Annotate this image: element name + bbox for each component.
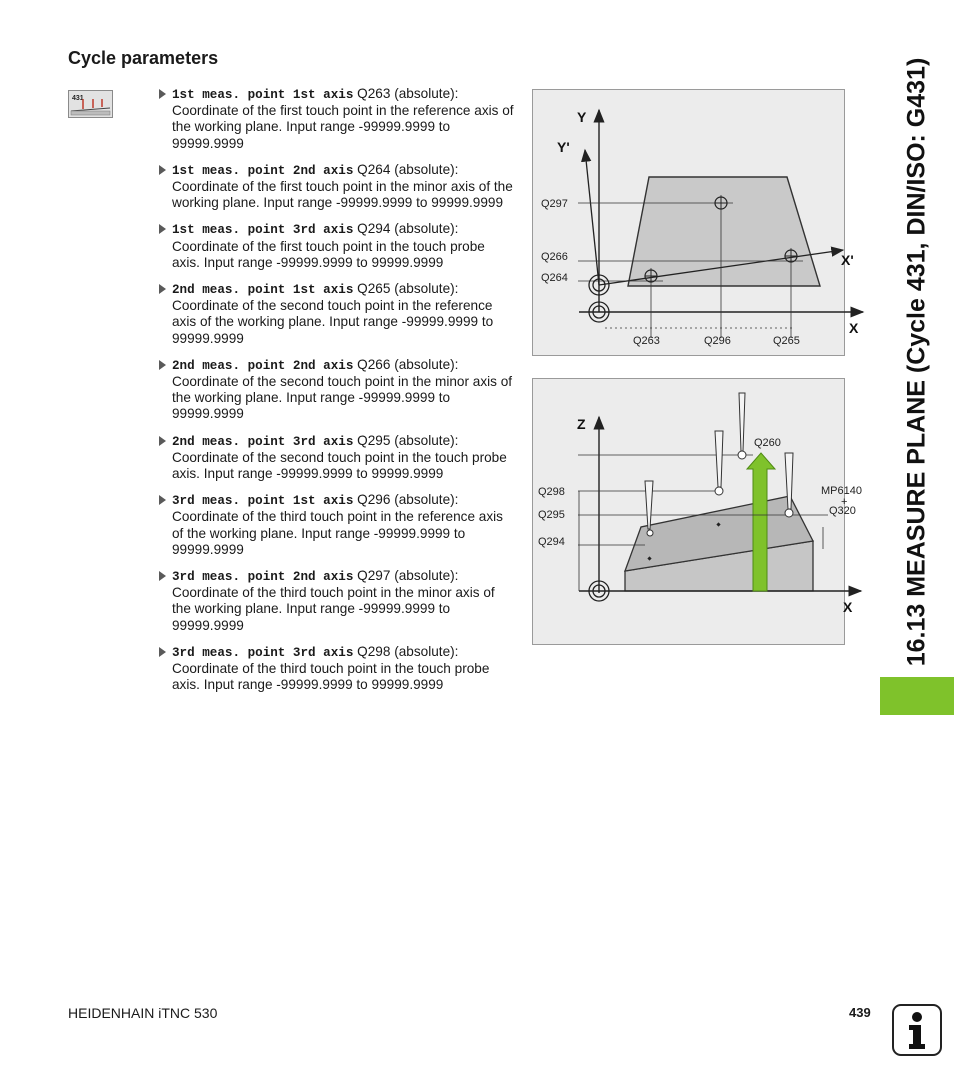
bullet-arrow-icon (159, 647, 166, 657)
param-q: Q296 (357, 492, 391, 508)
param-q266 (158, 357, 514, 423)
label-axis-z: Z (577, 416, 586, 432)
param-desc: Coordinate of the second touch point in the reference axis of the working plane. Input range -99999.9999 to 99999.9999 (172, 298, 494, 346)
section-title: Cycle parameters (68, 48, 219, 68)
cycle-431-icon (68, 90, 113, 118)
param-name: 1st meas. point 3rd axis (172, 223, 354, 238)
probe-stylus-3 (715, 431, 723, 487)
label-q295: Q295 (538, 509, 565, 521)
label-axis-y: Y (577, 109, 587, 125)
label-plus: + (841, 496, 848, 508)
param-suffix: (absolute): (394, 432, 459, 448)
label-q297: Q297 (541, 198, 568, 210)
param-q297 (158, 568, 514, 634)
bullet-arrow-icon (159, 571, 166, 581)
param-name: 1st meas. point 2nd axis (172, 163, 354, 178)
bullet-arrow-icon (159, 165, 166, 175)
param-name: 2nd meas. point 3rd axis (172, 434, 354, 449)
param-q265 (158, 281, 514, 347)
param-q: Q266 (357, 356, 391, 372)
param-q: Q294 (357, 221, 391, 237)
figure-side-view (532, 378, 862, 645)
label-q294: Q294 (538, 536, 565, 548)
param-suffix: (absolute): (394, 643, 459, 659)
footer-manual-title: HEIDENHAIN iTNC 530 (68, 1005, 218, 1021)
bullet-arrow-icon (159, 436, 166, 446)
bullet-arrow-icon (159, 284, 166, 294)
label-q266: Q266 (541, 251, 568, 263)
param-name: 3rd meas. point 2nd axis (172, 570, 354, 585)
y-prime-axis (585, 150, 599, 285)
label-mp6140: MP6140 (821, 485, 862, 497)
param-q: Q265 (357, 281, 391, 297)
param-name: 2nd meas. point 1st axis (172, 283, 354, 298)
chapter-title: 16.13 MEASURE PLANE (Cycle 431, DIN/ISO: G431) (902, 57, 931, 667)
param-q: Q298 (357, 643, 391, 659)
param-suffix: (absolute): (394, 281, 459, 297)
figure-working-plane (532, 89, 859, 356)
param-q264 (158, 162, 514, 212)
label-q296: Q296 (704, 335, 731, 347)
probe-stylus-q260 (739, 393, 745, 451)
param-suffix: (absolute): (394, 492, 459, 508)
param-desc: Coordinate of the third touch point in the touch probe axis. Input range -99999.9999 to 99999.9999 (172, 661, 490, 693)
param-desc: Coordinate of the second touch point in the minor axis of the working plane. Input range -99999.9999 to 99999.9999 (172, 374, 513, 422)
param-q296 (158, 492, 514, 558)
param-name: 1st meas. point 1st axis (172, 88, 354, 102)
param-name: 2nd meas. point 2nd axis (172, 358, 354, 373)
info-icon (892, 1004, 942, 1056)
probe-stylus-1 (645, 481, 653, 529)
param-desc: Coordinate of the second touch point in the touch probe axis. Input range -99999.9999 to 99999.9999 (172, 449, 507, 482)
param-desc: Coordinate of the third touch point in the minor axis of the working plane. Input range -99999.9999 to 99999.9999 (172, 585, 495, 633)
param-suffix: (absolute): (394, 221, 459, 237)
label-axis-x-side: X (843, 599, 853, 615)
label-q264: Q264 (541, 272, 568, 284)
param-desc: Coordinate of the third touch point in the reference axis of the working plane. Input range -99999.9999 to 99999.9999 (172, 509, 503, 557)
param-desc: Coordinate of the first touch point in the reference axis of the working plane. Input range -99999.9999 to 99999.9999 (172, 103, 514, 151)
param-q263 (158, 86, 514, 152)
param-suffix: (absolute): (394, 86, 459, 101)
label-q260: Q260 (754, 437, 781, 449)
page-number: 439 (849, 1005, 871, 1020)
parameter-list (158, 86, 514, 694)
param-suffix: (absolute): (394, 568, 459, 584)
bullet-arrow-icon (159, 89, 166, 99)
param-suffix: (absolute): (394, 356, 459, 372)
label-axis-x-prime: X' (841, 252, 854, 268)
cycle-icon-label: 431 (72, 95, 84, 102)
param-name: 3rd meas. point 3rd axis (172, 645, 354, 660)
bullet-arrow-icon (159, 360, 166, 370)
param-q298 (158, 644, 514, 694)
label-q263: Q263 (633, 335, 660, 347)
label-q265: Q265 (773, 335, 800, 347)
param-q: Q263 (357, 86, 391, 101)
param-q295 (158, 433, 514, 483)
label-axis-y-prime: Y' (557, 139, 570, 155)
label-q298: Q298 (538, 486, 565, 498)
param-name: 3rd meas. point 1st axis (172, 494, 354, 509)
bullet-arrow-icon (159, 224, 166, 234)
param-desc: Coordinate of the first touch point in the minor axis of the working plane. Input range -99999.9999 to 99999.9999 (172, 179, 513, 211)
param-q294 (158, 221, 514, 271)
param-q: Q297 (357, 568, 391, 584)
param-q: Q295 (357, 432, 391, 448)
param-q: Q264 (357, 161, 391, 177)
label-q320: Q320 (829, 505, 856, 517)
param-desc: Coordinate of the first touch point in the touch probe axis. Input range -99999.9999 to 99999.9999 (172, 238, 485, 270)
param-suffix: (absolute): (394, 161, 459, 177)
chapter-color-marker (880, 677, 954, 715)
label-axis-x: X (849, 320, 859, 336)
bullet-arrow-icon (159, 495, 166, 505)
